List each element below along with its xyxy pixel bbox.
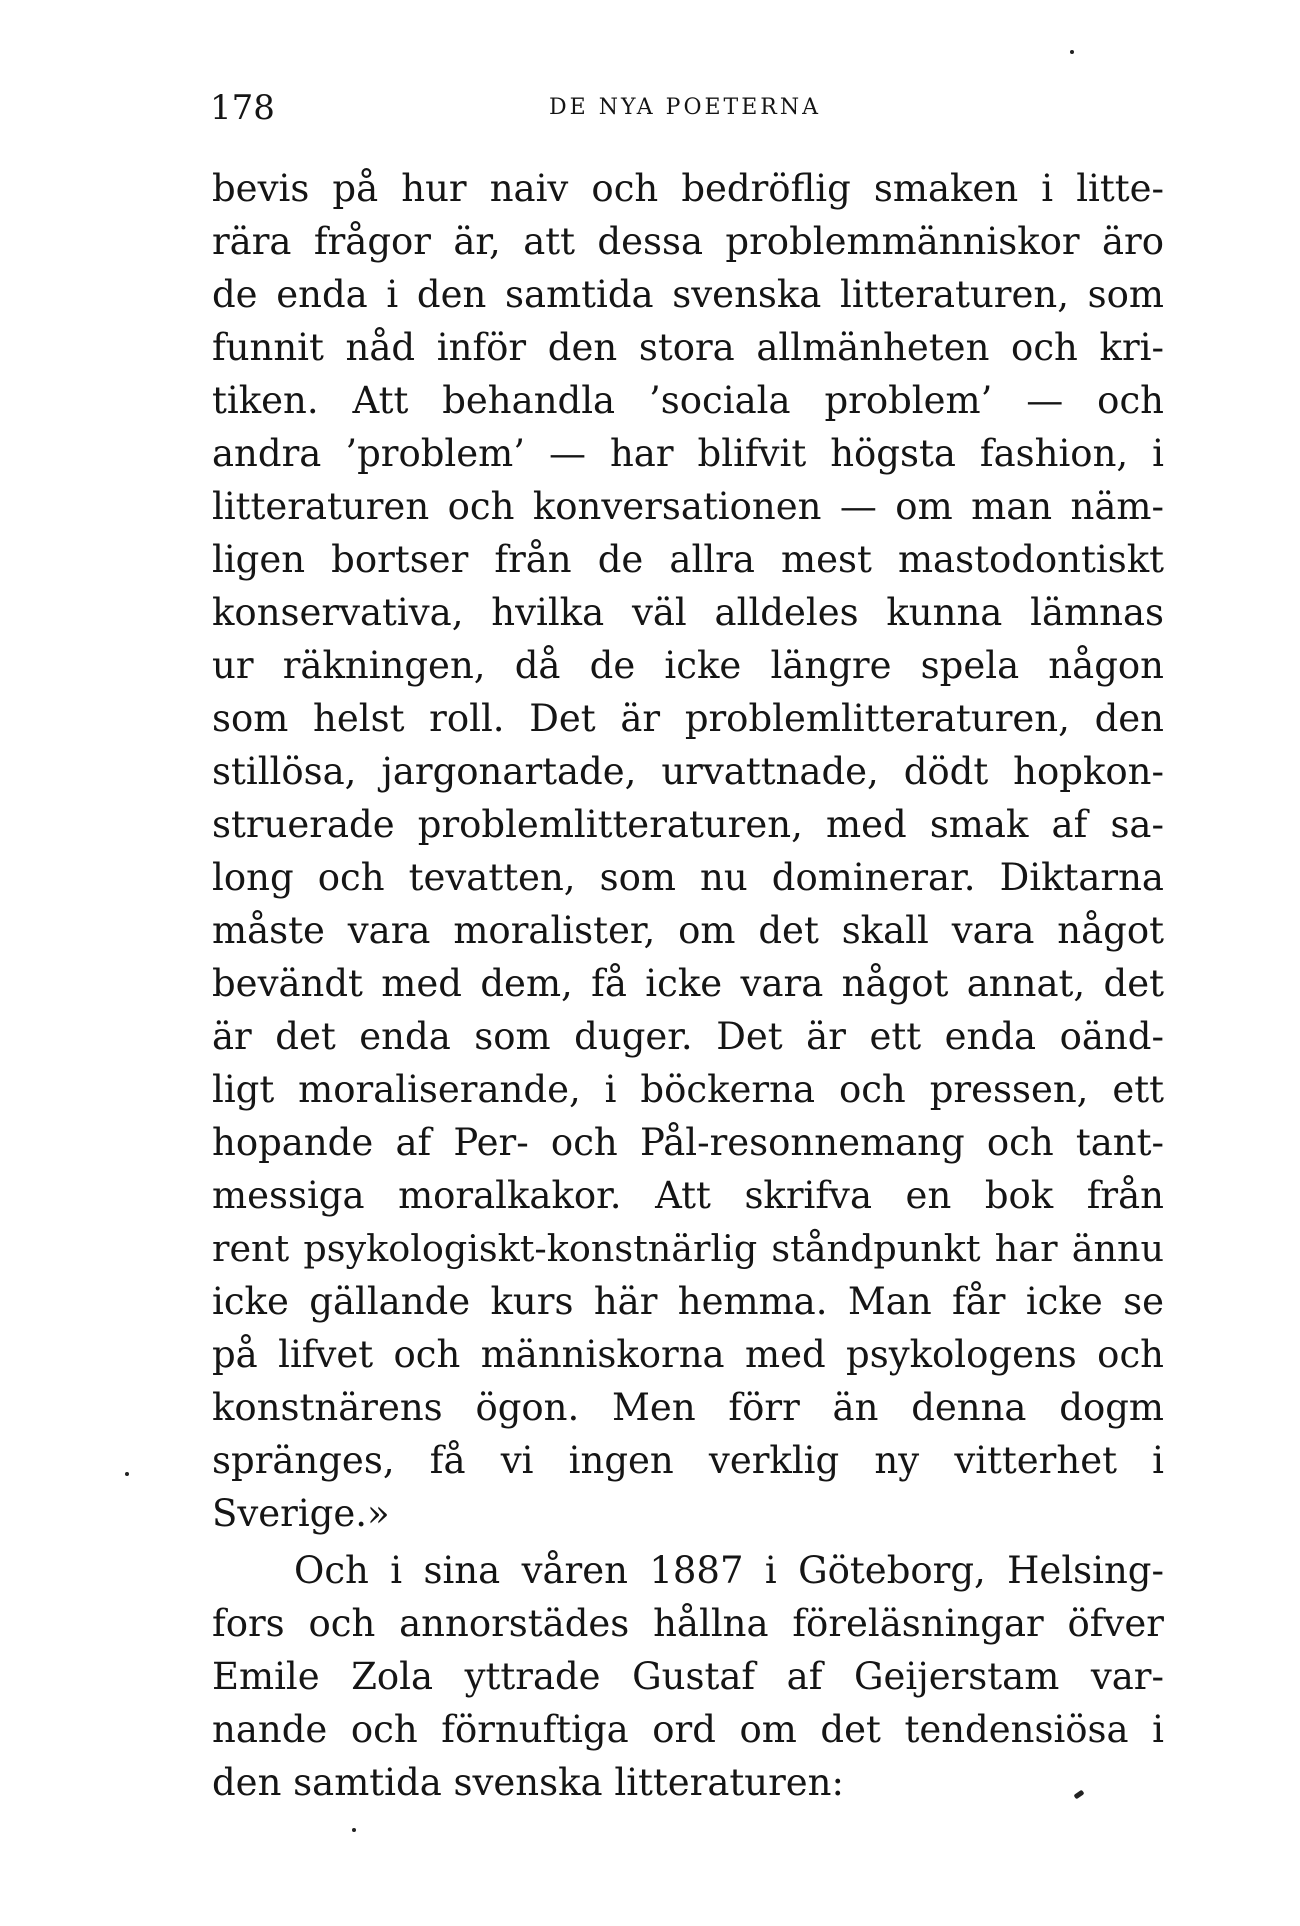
text-line: Och i sina våren 1887 i Göteborg, Helsing- (294, 1549, 1164, 1592)
text-line: messiga moralkakor. Att skrifva en bok från (212, 1174, 1164, 1217)
text-line: konstnärens ögon. Men förr än denna dogm (212, 1386, 1164, 1429)
paragraph-2 (212, 1544, 1164, 1809)
text-line: som helst roll. Det är problemlitteraturen, den (212, 697, 1164, 740)
text-line: litteraturen och konversationen — om man näm- (212, 485, 1164, 528)
text-line: icke gällande kurs här hemma. Man får icke se (212, 1280, 1164, 1323)
ink-speck (352, 1828, 356, 1832)
text-line: rent psykologiskt-konstnärlig ståndpunkt har ännu (212, 1227, 1164, 1270)
page-number: 178 (210, 88, 275, 128)
text-line: är det enda som duger. Det är ett enda oänd- (212, 1015, 1164, 1058)
text-line: fors och annorstädes hållna föreläsningar öfver (212, 1602, 1164, 1645)
body-text (212, 162, 1164, 1809)
text-line: funnit nåd inför den stora allmänheten och kri- (212, 326, 1164, 369)
text-line: konservativa, hvilka väl alldeles kunna lämnas (212, 591, 1164, 634)
paragraph-1 (212, 162, 1164, 1540)
text-line: spränges, få vi ingen verklig ny vitterhet i (212, 1439, 1164, 1482)
text-line: rära frågor är, att dessa problemmänniskor äro (212, 220, 1164, 263)
text-line: hopande af Per- och Pål-resonnemang och tant- (212, 1121, 1164, 1164)
text-line: bevis på hur naiv och bedröflig smaken i litte- (212, 167, 1164, 210)
text-line: ligt moraliserande, i böckerna och pressen, ett (212, 1068, 1164, 1111)
page-header (210, 88, 1160, 128)
text-line: stillösa, jargonartade, urvattnade, dödt hopkon- (212, 750, 1164, 793)
text-line: andra ’problem’ — har blifvit högsta fashion, i (212, 432, 1164, 475)
text-line: Sverige.» (212, 1492, 390, 1535)
text-line: de enda i den samtida svenska litteraturen, som (212, 273, 1164, 316)
text-line: ur räkningen, då de icke längre spela någon (212, 644, 1164, 687)
text-line: Emile Zola yttrade Gustaf af Geijerstam var- (212, 1655, 1164, 1698)
text-line: tiken. Att behandla ’sociala problem’ — och (212, 379, 1164, 422)
ink-speck (1070, 50, 1074, 54)
text-line: bevändt med dem, få icke vara något annat, det (212, 962, 1164, 1005)
text-line: måste vara moralister, om det skall vara något (212, 909, 1164, 952)
running-title: DE NYA POETERNA (549, 95, 821, 120)
text-line: nande och förnuftiga ord om det tendensiösa i (212, 1708, 1164, 1751)
ink-speck (125, 1472, 129, 1476)
text-line: ligen bortser från de allra mest mastodontiskt (212, 538, 1164, 581)
text-line: den samtida svenska litteraturen: (212, 1761, 844, 1804)
text-line: long och tevatten, som nu dominerar. Diktarna (212, 856, 1164, 899)
text-line: struerade problemlitteraturen, med smak af sa- (212, 803, 1164, 846)
text-line: på lifvet och människorna med psykologens och (212, 1333, 1164, 1376)
